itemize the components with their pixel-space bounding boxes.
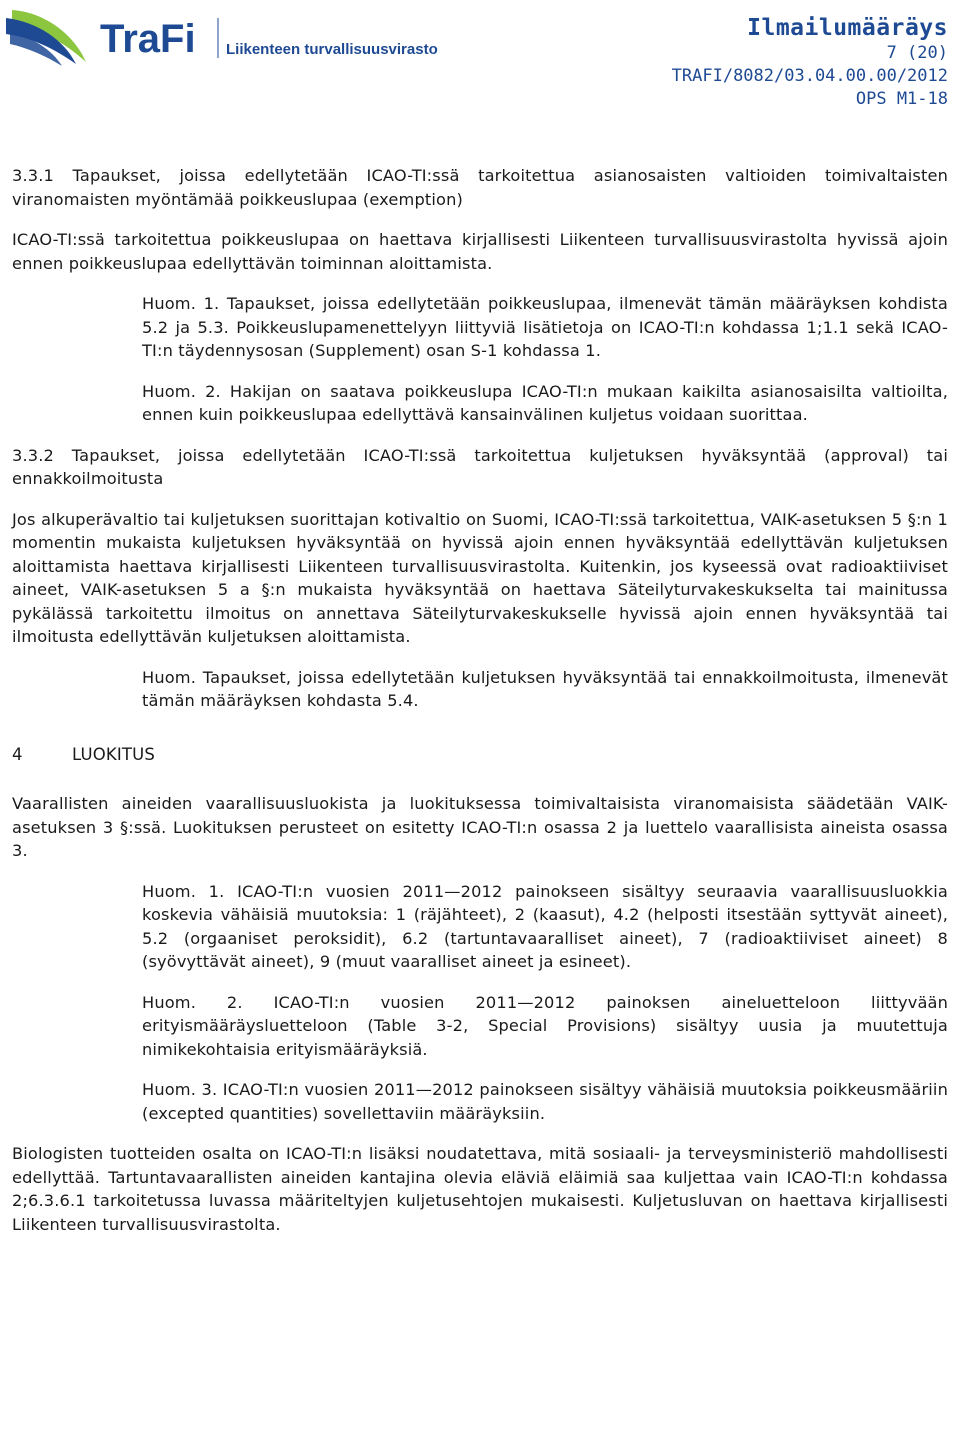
document-body — [12, 164, 948, 1236]
section-4-number: 4 — [12, 744, 23, 764]
svg-text:TraFi: TraFi — [100, 17, 196, 61]
section-4-final-paragraph: Biologisten tuotteiden osalta on ICAO-TI:n lisäksi noudatettava, mitä sosiaali- ja terveysministeriö mahdollisesti edellyttää. Tartuntavaarallisten aineiden kantajina olevia eläviä eläimiä saa kuljettaa vain ICAO-TI:n kohdassa 2;6.3.6.1 tarkoitetussa luvassa määriteltyjen kuljetusehtojen mukaisesti. Kuljetusluvan on haettava kirjallisesti Liikenteen turvallisuusvirastolta. — [12, 1144, 948, 1234]
section-3-3-1-note-2: Huom. 2. Hakijan on saatava poikkeuslupa ICAO-TI:n mukaan kaikilta asianosaisilta valtioilta, ennen kuin poikkeuslupaa edellyttävä kansainvälinen kuljetus voidaan suorittaa. — [142, 381, 948, 424]
page-number: 7 (20) — [886, 43, 948, 63]
section-3-3-2-paragraph: Jos alkuperävaltio tai kuljetuksen suorittajan kotivaltio on Suomi, ICAO-TI:ssä tarkoitettua, VAIK-asetuksen 5 §:n 1 momentin mukaista kuljetuksen hyväksyntää on hyvissä ajoin ennen hyväksyntää edellyttävän kuljetuksen aloittamista haettava kirjallisesti Liikenteen turvallisuusvirastolta. Kuitenkin, jos kyseessä ovat radioaktiiviset aineet, VAIK-asetuksen 5 a §:n mukaista hyväksyntää on haettava Säteilyturvakeskukselta tai mainitussa pykälässä tarkoitettu ilmoitus on annettava Säteilyturvakeskukselle hyvissä ajoin ennen hyväksyntää tai ilmoitusta edellyttävän kuljetuksen aloittamista. — [12, 509, 948, 646]
section-4-paragraph: Vaarallisten aineiden vaarallisuusluokista ja luokituksessa toimivaltaisista viranomaisista säädetään VAIK-asetuksen 3 §:ssä. Luokituksen perusteet on esitetty ICAO-TI:n osassa 2 ja luettelo vaarallisista aineista osassa 3. — [12, 794, 948, 860]
section-3-3-1-paragraph: ICAO-TI:ssä tarkoitettua poikkeuslupaa on haettava kirjallisesti Liikenteen turvallisuusvirastolta hyvissä ajoin ennen poikkeuslupaa edellyttävän toiminnan aloittamista. — [12, 230, 948, 273]
document-type: Ilmailumääräys — [747, 15, 948, 41]
svg-text:Liikenteen turvallisuusvirasto: Liikenteen turvallisuusvirasto — [226, 41, 438, 58]
section-3-3-2-note: Huom. Tapaukset, joissa edellytetään kuljetuksen hyväksyntää tai ennakkoilmoitusta, ilmenevät tämän määräyksen kohdasta 5.4. — [142, 667, 948, 710]
document-header — [672, 14, 948, 111]
section-4-heading — [12, 743, 948, 767]
trafi-logo-mark-icon — [4, 4, 444, 68]
section-4-note-1: Huom. 1. ICAO-TI:n vuosien 2011—2012 painokseen sisältyy seuraavia vaarallisuusluokkia koskevia vähäisiä muutoksia: 1 (räjähteet), 2 (kaasut), 4.2 (helposti itsestään syttyvät aineet), 5.2 (orgaaniset peroksidit), 6.2 (tartuntavaaralliset aineet), 7 (radioaktiiviset aineet) 8 (syövyttävät aineet), 9 (muut vaaralliset aineet ja esineet). — [142, 881, 948, 971]
trafi-logo — [4, 4, 444, 68]
section-4-title: LUOKITUS — [72, 744, 155, 764]
section-3-3-1-note-1: Huom. 1. Tapaukset, joissa edellytetään poikkeuslupaa, ilmenevät tämän määräyksen kohdista 5.2 ja 5.3. Poikkeuslupamenettelyyn liittyviä lisätietoja on ICAO-TI:n kohdassa 1;1.1 sekä ICAO-TI:n täydennysosan (Supplement) osan S-1 kohdassa 1. — [142, 294, 948, 360]
section-4-note-2: Huom. 2. ICAO-TI:n vuosien 2011—2012 painoksen aineluetteloon liittyvään erityismääräysluetteloon (Table 3-2, Special Provisions) sisältyy uusia ja muutettuja nimikekohtaisia erityismääräyksiä. — [142, 992, 948, 1059]
regulation-code: OPS M1-18 — [855, 89, 948, 109]
document-reference: TRAFI/8082/03.04.00.00/2012 — [671, 66, 948, 86]
section-3-3-1-heading: 3.3.1 Tapaukset, joissa edellytetään ICAO-TI:ssä tarkoitettua asianosaisten valtioiden toimivaltaisten viranomaisten myöntämää poikkeuslupaa (exemption) — [12, 166, 948, 209]
section-3-3-2-heading: 3.3.2 Tapaukset, joissa edellytetään ICAO-TI:ssä tarkoitettua kuljetuksen hyväksyntää (approval) tai ennakkoilmoitusta — [12, 445, 948, 488]
section-4-note-3: Huom. 3. ICAO-TI:n vuosien 2011—2012 painokseen sisältyy vähäisiä muutoksia poikkeusmääriin (excepted quantities) sovellettaviin määräyksiin. — [142, 1080, 948, 1123]
